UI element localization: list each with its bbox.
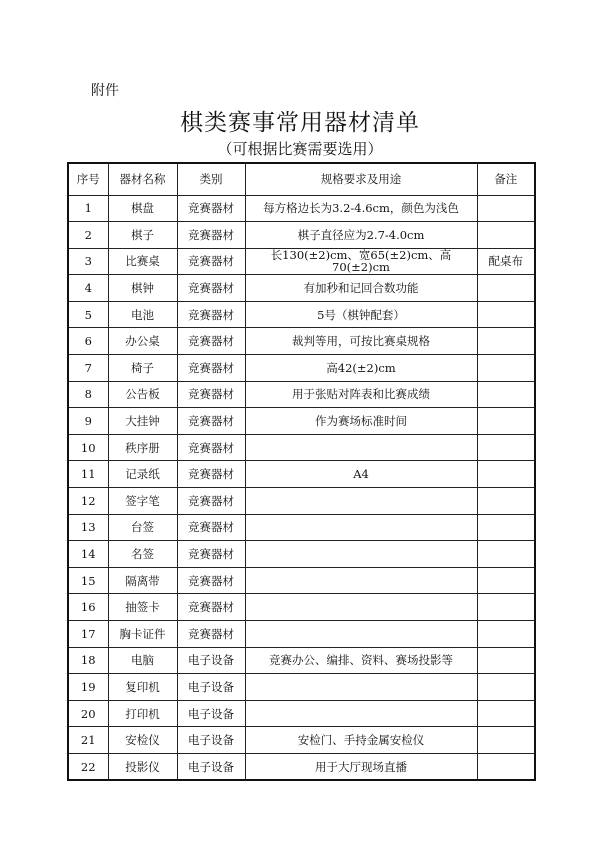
cell-spec: A4 xyxy=(245,461,477,488)
cell-category: 竞赛器材 xyxy=(177,488,245,515)
cell-index: 3 xyxy=(68,248,108,275)
cell-remark xyxy=(477,301,535,328)
table-row xyxy=(68,621,535,648)
cell-remark xyxy=(477,461,535,488)
table-row xyxy=(68,514,535,541)
cell-category: 竞赛器材 xyxy=(177,514,245,541)
table-row xyxy=(68,647,535,674)
cell-remark xyxy=(477,222,535,249)
header-category: 类别 xyxy=(177,163,245,195)
table-row xyxy=(68,328,535,355)
table-row xyxy=(68,222,535,249)
cell-spec: 高42(±2)cm xyxy=(245,355,477,382)
cell-name: 电脑 xyxy=(108,647,177,674)
cell-index: 13 xyxy=(68,514,108,541)
cell-spec: 用于张贴对阵表和比赛成绩 xyxy=(245,381,477,408)
cell-category: 竞赛器材 xyxy=(177,355,245,382)
cell-index: 5 xyxy=(68,301,108,328)
cell-index: 1 xyxy=(68,195,108,222)
cell-spec: 每方格边长为3.2-4.6cm，颜色为浅色 xyxy=(245,195,477,222)
cell-index: 16 xyxy=(68,594,108,621)
cell-category: 电子设备 xyxy=(177,727,245,754)
cell-name: 比赛桌 xyxy=(108,248,177,275)
cell-remark xyxy=(477,434,535,461)
cell-spec xyxy=(245,674,477,701)
cell-remark xyxy=(477,727,535,754)
cell-category: 竞赛器材 xyxy=(177,461,245,488)
cell-spec: 作为赛场标准时间 xyxy=(245,408,477,435)
cell-spec: 5号（棋钟配套） xyxy=(245,301,477,328)
cell-category: 电子设备 xyxy=(177,753,245,780)
cell-spec: 长130(±2)cm、宽65(±2)cm、高70(±2)cm xyxy=(245,248,477,275)
cell-spec xyxy=(245,434,477,461)
cell-spec xyxy=(245,621,477,648)
cell-category: 竞赛器材 xyxy=(177,275,245,302)
table-row xyxy=(68,381,535,408)
cell-remark xyxy=(477,621,535,648)
document-title: 棋类赛事常用器材清单 xyxy=(180,110,420,136)
cell-name: 棋子 xyxy=(108,222,177,249)
cell-index: 2 xyxy=(68,222,108,249)
cell-index: 20 xyxy=(68,700,108,727)
header-remark: 备注 xyxy=(477,163,535,195)
cell-remark xyxy=(477,700,535,727)
cell-remark xyxy=(477,195,535,222)
cell-index: 8 xyxy=(68,381,108,408)
cell-remark xyxy=(477,541,535,568)
cell-spec: 竞赛办公、编排、资料、赛场投影等 xyxy=(245,647,477,674)
table-row xyxy=(68,727,535,754)
cell-index: 7 xyxy=(68,355,108,382)
cell-remark xyxy=(477,674,535,701)
cell-category: 竞赛器材 xyxy=(177,195,245,222)
table-row xyxy=(68,594,535,621)
attachment-label: 附件 xyxy=(91,83,119,99)
cell-name: 秩序册 xyxy=(108,434,177,461)
cell-index: 17 xyxy=(68,621,108,648)
cell-remark xyxy=(477,408,535,435)
cell-category: 竞赛器材 xyxy=(177,328,245,355)
cell-name: 名签 xyxy=(108,541,177,568)
cell-name: 棋钟 xyxy=(108,275,177,302)
cell-name: 公告板 xyxy=(108,381,177,408)
table-row xyxy=(68,248,535,275)
table-row xyxy=(68,434,535,461)
cell-remark xyxy=(477,328,535,355)
header-name: 器材名称 xyxy=(108,163,177,195)
cell-index: 12 xyxy=(68,488,108,515)
cell-category: 电子设备 xyxy=(177,674,245,701)
header-index: 序号 xyxy=(68,163,108,195)
cell-remark xyxy=(477,594,535,621)
cell-name: 安检仪 xyxy=(108,727,177,754)
cell-spec: 安检门、手持金属安检仪 xyxy=(245,727,477,754)
cell-name: 隔离带 xyxy=(108,567,177,594)
equipment-table xyxy=(67,162,536,781)
cell-index: 6 xyxy=(68,328,108,355)
cell-category: 竞赛器材 xyxy=(177,248,245,275)
table-row xyxy=(68,700,535,727)
cell-name: 抽签卡 xyxy=(108,594,177,621)
cell-name: 投影仪 xyxy=(108,753,177,780)
table-row xyxy=(68,355,535,382)
cell-name: 复印机 xyxy=(108,674,177,701)
table-row xyxy=(68,408,535,435)
table-row xyxy=(68,195,535,222)
cell-remark xyxy=(477,381,535,408)
cell-spec xyxy=(245,514,477,541)
cell-remark xyxy=(477,567,535,594)
cell-remark xyxy=(477,647,535,674)
table-row xyxy=(68,674,535,701)
cell-spec: 用于大厅现场直播 xyxy=(245,753,477,780)
table-row xyxy=(68,461,535,488)
cell-category: 竞赛器材 xyxy=(177,594,245,621)
cell-category: 电子设备 xyxy=(177,647,245,674)
cell-remark xyxy=(477,275,535,302)
cell-name: 胸卡证件 xyxy=(108,621,177,648)
cell-category: 竞赛器材 xyxy=(177,621,245,648)
cell-name: 电池 xyxy=(108,301,177,328)
cell-spec xyxy=(245,700,477,727)
cell-category: 竞赛器材 xyxy=(177,541,245,568)
cell-category: 竞赛器材 xyxy=(177,434,245,461)
table-row xyxy=(68,753,535,780)
cell-index: 15 xyxy=(68,567,108,594)
table-row xyxy=(68,567,535,594)
cell-index: 9 xyxy=(68,408,108,435)
table-row xyxy=(68,301,535,328)
table-row xyxy=(68,275,535,302)
table-row xyxy=(68,541,535,568)
cell-name: 台签 xyxy=(108,514,177,541)
cell-index: 14 xyxy=(68,541,108,568)
cell-name: 记录纸 xyxy=(108,461,177,488)
cell-name: 椅子 xyxy=(108,355,177,382)
cell-name: 办公桌 xyxy=(108,328,177,355)
cell-index: 10 xyxy=(68,434,108,461)
cell-category: 竞赛器材 xyxy=(177,222,245,249)
cell-category: 竞赛器材 xyxy=(177,381,245,408)
table-header-row xyxy=(68,163,535,195)
header-spec: 规格要求及用途 xyxy=(245,163,477,195)
cell-index: 19 xyxy=(68,674,108,701)
cell-name: 大挂钟 xyxy=(108,408,177,435)
cell-spec: 裁判等用，可按比赛桌规格 xyxy=(245,328,477,355)
table-row xyxy=(68,488,535,515)
cell-spec xyxy=(245,594,477,621)
cell-index: 11 xyxy=(68,461,108,488)
cell-spec xyxy=(245,541,477,568)
cell-spec xyxy=(245,488,477,515)
cell-remark xyxy=(477,753,535,780)
cell-index: 4 xyxy=(68,275,108,302)
cell-remark: 配桌布 xyxy=(477,248,535,275)
cell-name: 签字笔 xyxy=(108,488,177,515)
cell-name: 打印机 xyxy=(108,700,177,727)
cell-remark xyxy=(477,514,535,541)
cell-remark xyxy=(477,488,535,515)
table-body xyxy=(68,195,535,780)
cell-spec: 棋子直径应为2.7-4.0cm xyxy=(245,222,477,249)
cell-category: 电子设备 xyxy=(177,700,245,727)
cell-index: 21 xyxy=(68,727,108,754)
cell-category: 竞赛器材 xyxy=(177,301,245,328)
cell-index: 18 xyxy=(68,647,108,674)
cell-index: 22 xyxy=(68,753,108,780)
cell-spec xyxy=(245,567,477,594)
document-subtitle: （可根据比赛需要选用） xyxy=(217,140,383,158)
cell-spec: 有加秒和记回合数功能 xyxy=(245,275,477,302)
cell-remark xyxy=(477,355,535,382)
cell-category: 竞赛器材 xyxy=(177,567,245,594)
cell-category: 竞赛器材 xyxy=(177,408,245,435)
cell-name: 棋盘 xyxy=(108,195,177,222)
